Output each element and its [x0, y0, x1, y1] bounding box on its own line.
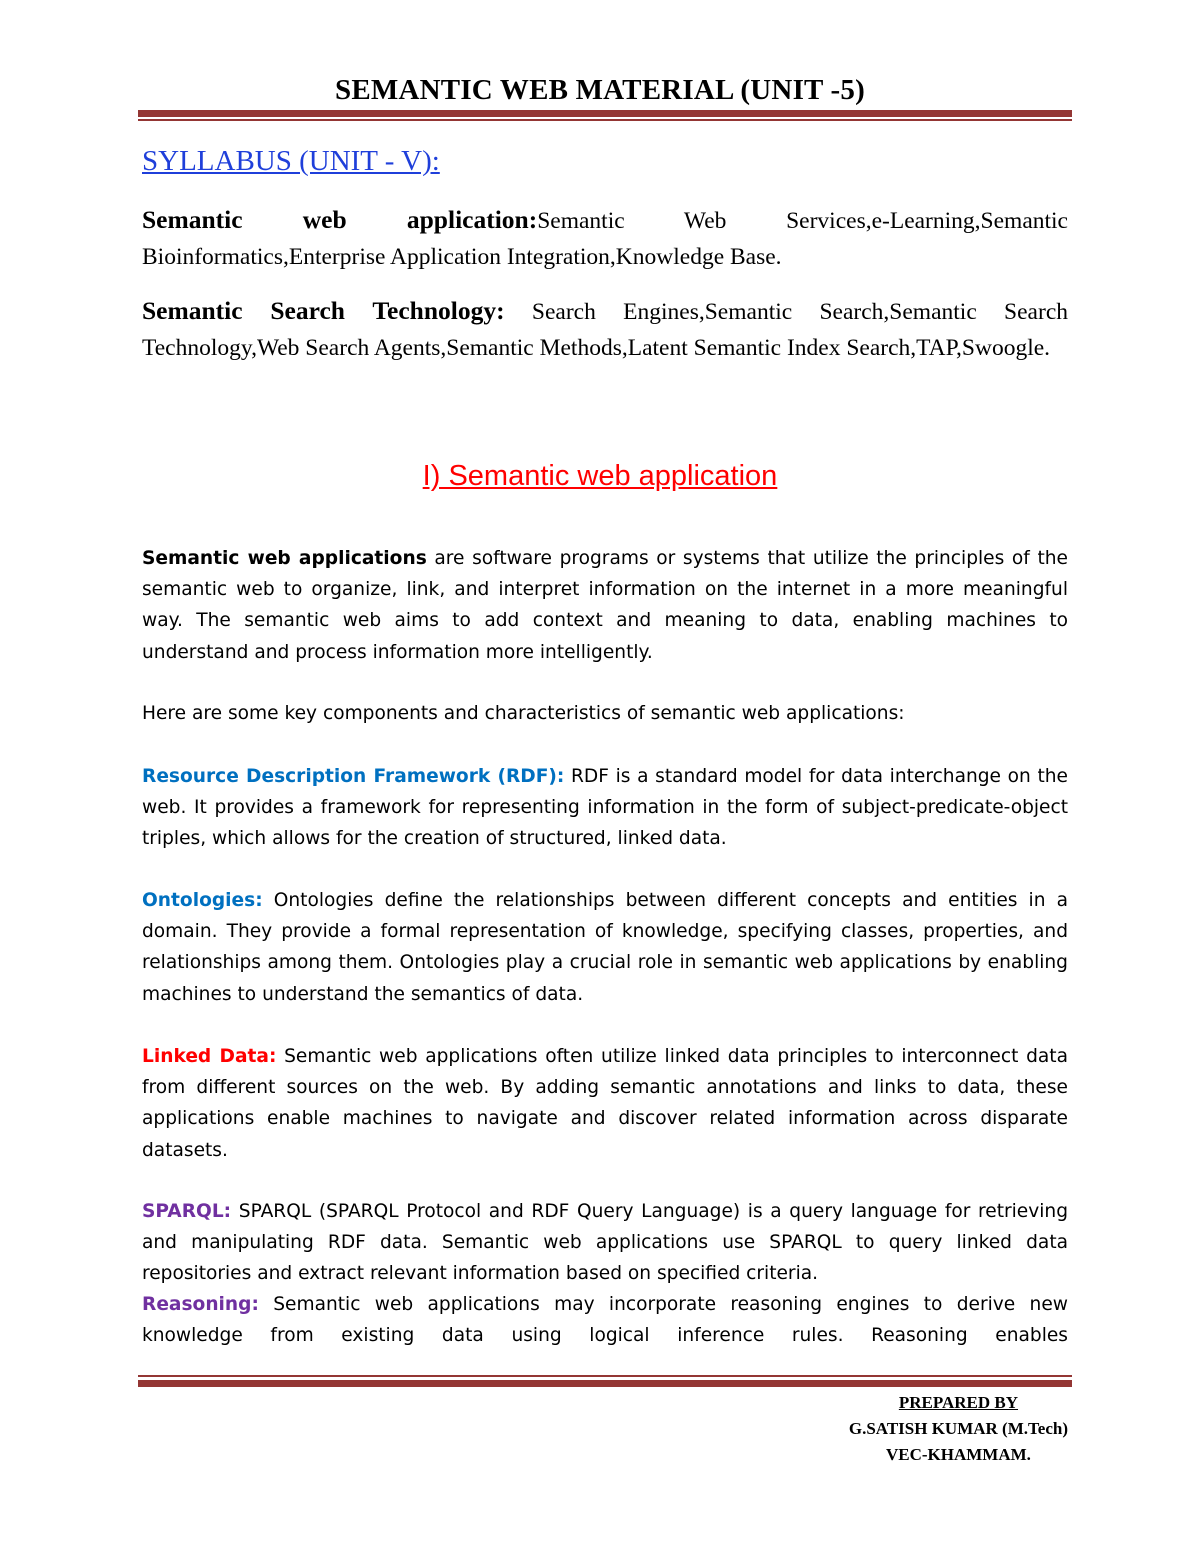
rdf-term: Resource Description Framework (RDF):: [142, 766, 565, 787]
footer-rule: [138, 1380, 1072, 1387]
footer-author: G.SATISH KUMAR (M.Tech): [848, 1419, 1068, 1438]
syllabus-search: [142, 293, 1068, 366]
reasoning-paragraph: [142, 1289, 1068, 1351]
page-header-title: SEMANTIC WEB MATERIAL (UNIT -5): [335, 74, 865, 106]
sparql-paragraph: [142, 1196, 1068, 1290]
footer-credits: [849, 1390, 1068, 1468]
sparql-text: SPARQL (SPARQL Protocol and RDF Query Language) is a query language for retrieving and manipulating RDF data. Semantic web applications use SPARQL to query linked data repositories and extract relevant information based on specified criteria.: [142, 1201, 1068, 1285]
rdf-paragraph: [142, 761, 1068, 855]
section-heading: I) Semantic web application: [422, 460, 778, 492]
linked-data-paragraph: [142, 1041, 1068, 1166]
reasoning-text: Semantic web applications may incorporate reasoning engines to derive new knowledge from existing data using logical inference rules. Reasoning enables: [142, 1294, 1068, 1347]
footer-org: VEC-KHAMMAM.: [885, 1445, 1031, 1464]
syllabus-heading: SYLLABUS (UNIT - V):: [142, 145, 440, 177]
linked-data-term: Linked Data:: [142, 1046, 277, 1067]
ontologies-term: Ontologies:: [142, 890, 263, 911]
intro-text: are software programs or systems that utilize the principles of the semantic web to organize, link, and interpret information on the internet in a more meaningful way. The semantic web aims to add context and meaning to data, enabling machines to understand and process information more intelligently.: [142, 548, 1068, 663]
ontologies-text: Ontologies define the relationships between different concepts and entities in a domain. They provide a formal representation of knowledge, specifying classes, properties, and relationships among them. Ontologies play a crucial role in semantic web applications by enabling machines to understand the semantics of data.: [142, 890, 1068, 1005]
header-rule: [138, 110, 1072, 117]
reasoning-term: Reasoning:: [142, 1294, 259, 1315]
linked-data-text: Semantic web applications often utilize linked data principles to interconnect data from different sources on the web. By adding semantic annotations and links to data, these applications enable machines to navigate and discover related information across disparate datasets.: [142, 1046, 1068, 1161]
footer-rule-thin: [138, 1375, 1072, 1377]
intro-paragraph: [142, 543, 1068, 668]
header-rule-thin: [138, 119, 1072, 121]
sparql-term: SPARQL:: [142, 1201, 232, 1222]
intro-bold: Semantic web applications: [142, 548, 427, 569]
rdf-text: RDF is a standard model for data interchange on the web. It provides a framework for representing information in the form of subject-predicate-object triples, which allows for the creation of structured, linked data.: [142, 766, 1069, 850]
syllabus-search-text: Search Engines,Semantic Search,Semantic Search Technology,Web Search Agents,Semantic Methods,Latent Semantic Index Search,TAP,Swoogle.: [142, 299, 1068, 361]
syllabus-application-text: Semantic Web Services,e-Learning,Semantic Bioinformatics,Enterprise Application Integration,Knowledge Base.: [142, 208, 1068, 270]
components-intro: Here are some key components and characteristics of semantic web applications:: [142, 703, 905, 724]
syllabus-application: [142, 202, 1068, 275]
syllabus-application-label: Semantic web application:: [142, 205, 538, 234]
footer-prepared-by: PREPARED BY: [898, 1393, 1019, 1412]
syllabus-search-label: Semantic Search Technology:: [142, 296, 505, 325]
ontologies-paragraph: [142, 885, 1068, 1010]
